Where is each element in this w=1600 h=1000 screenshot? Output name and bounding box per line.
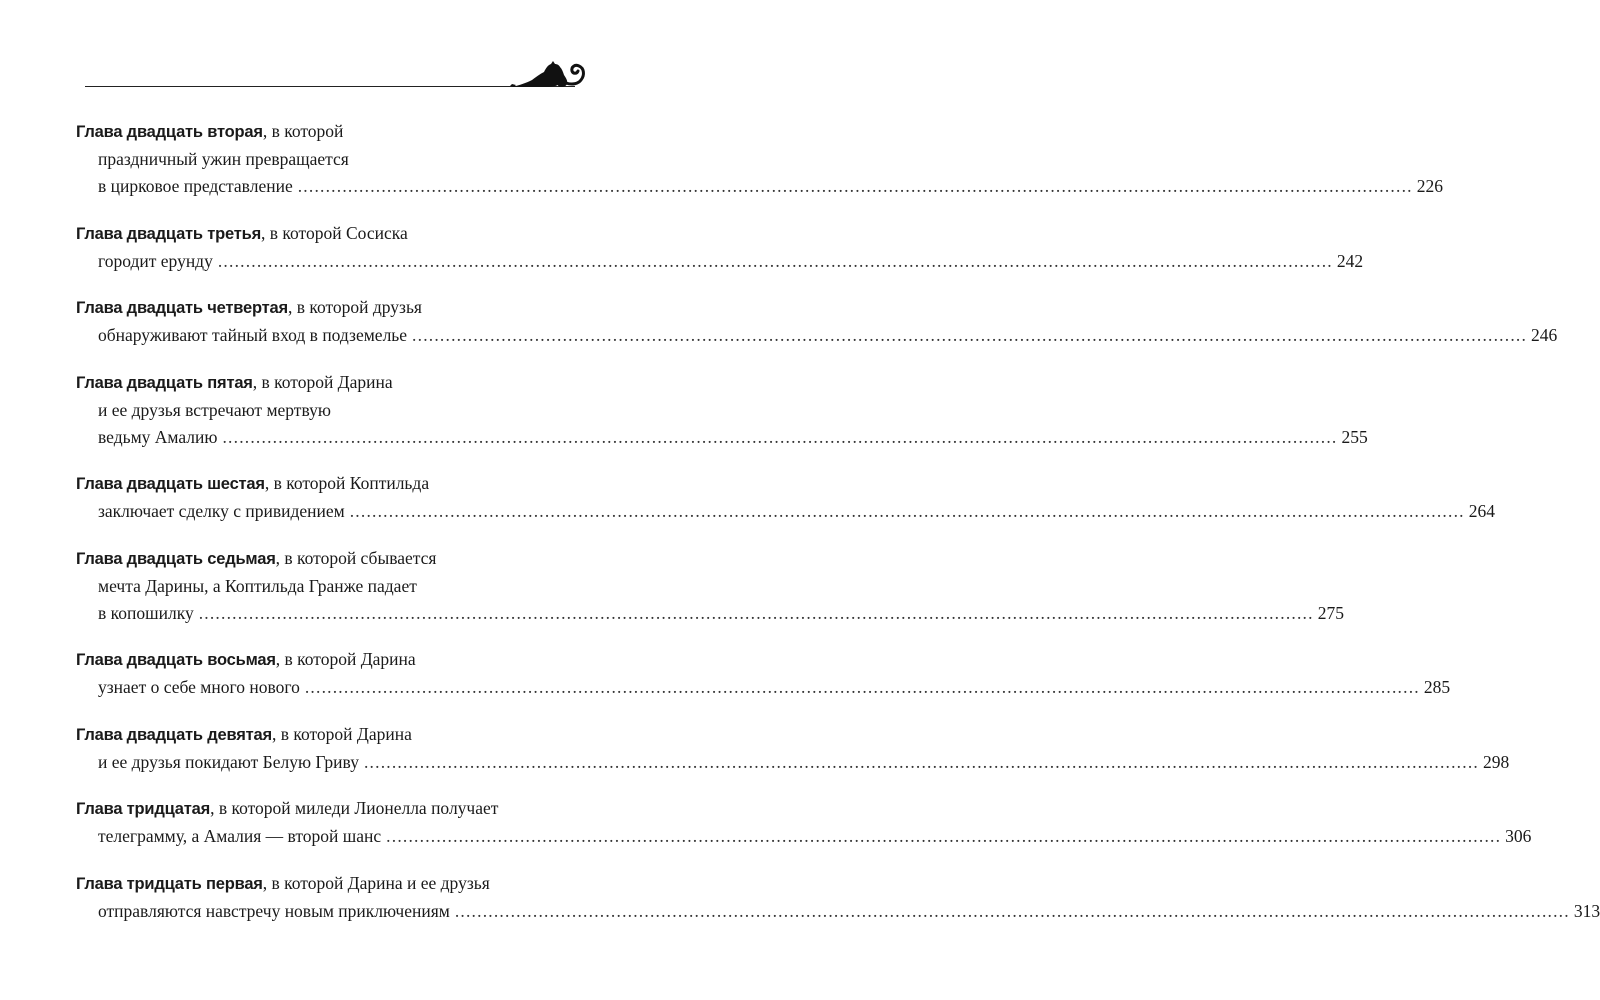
toc-entry[interactable]: [76, 795, 1532, 850]
chapter-subtitle-last-line: [76, 498, 1495, 525]
chapter-title: Глава двадцать четвертая: [76, 299, 288, 317]
toc-entry[interactable]: [76, 545, 1344, 627]
chapter-subtitle-end: узнает о себе много нового: [98, 677, 300, 697]
chapter-subtitle-start: , в которой миледи Лионелла получает: [210, 798, 499, 818]
chapter-title: Глава двадцать пятая: [76, 373, 253, 392]
toc-entry[interactable]: [76, 294, 1558, 349]
table-of-contents: [76, 118, 1600, 944]
chapter-subtitle-end: заключает сделку с привидением: [98, 501, 345, 521]
toc-entry[interactable]: [76, 470, 1495, 525]
page-number: 255: [1341, 426, 1368, 447]
chapter-subtitle-end: в копошилку: [98, 602, 194, 623]
chapter-subtitle-start: , в которой Коптильда: [264, 473, 430, 493]
chapter-title: Глава двадцать третья: [76, 224, 262, 243]
chapter-subtitle-start: , в которой друзья: [287, 297, 422, 317]
toc-entry-heading-line: [76, 118, 546, 146]
chapter-subtitle-end: городит ерунду: [98, 250, 213, 271]
dot-leader: ........................................................................................................................................................................................................: [217, 250, 1333, 271]
dot-leader: ........................................................................................................................................................................................................: [349, 501, 1465, 521]
chapter-title: Глава двадцать шестая: [76, 475, 265, 493]
toc-entry[interactable]: [76, 646, 1451, 701]
chapter-subtitle-end: обнаруживают тайный вход в подземелье: [98, 325, 408, 345]
toc-entry[interactable]: [76, 369, 1368, 451]
dot-leader: ........................................................................................................................................................................................................: [412, 325, 1528, 345]
toc-entry-heading-line: [76, 870, 546, 898]
chapter-subtitle-start: , в которой Сосиска: [261, 222, 408, 243]
chapter-subtitle-last-line: [76, 248, 1364, 275]
dot-leader: ........................................................................................................................................................................................................: [454, 900, 1570, 921]
chapter-subtitle-end: и ее друзья покидают Белую Гриву: [98, 751, 359, 772]
dot-leader: ........................................................................................................................................................................................................: [297, 176, 1413, 196]
toc-entry-heading-line: [76, 220, 546, 248]
dot-leader: ........................................................................................................................................................................................................: [363, 751, 1479, 772]
chapter-subtitle-line: мечта Дарины, а Коптильда Гранже падает: [98, 575, 417, 596]
toc-entry-heading-line: [76, 721, 546, 749]
dot-leader: ........................................................................................................................................................................................................: [222, 426, 1338, 447]
chapter-subtitle-end: ведьму Амалию: [98, 426, 218, 447]
page-number: 226: [1416, 176, 1443, 196]
dot-leader: ........................................................................................................................................................................................................: [198, 602, 1314, 623]
page-number: 275: [1317, 602, 1344, 623]
chapter-subtitle-last-line: [76, 823, 1532, 850]
chapter-subtitle-end: отправляются навстречу новым приключениям: [98, 900, 450, 921]
chapter-subtitle-last-line: [76, 600, 1344, 627]
page-number: 298: [1482, 751, 1510, 772]
chapter-subtitle-end: телеграмму, а Амалия — второй шанс: [98, 826, 382, 846]
chapter-title: Глава двадцать девятая: [76, 725, 272, 744]
toc-entry[interactable]: [76, 220, 1364, 275]
dot-leader: ........................................................................................................................................................................................................: [386, 826, 1502, 846]
chapter-subtitle-line: и ее друзья встречают мертвую: [98, 399, 331, 420]
header-rule: [85, 86, 575, 87]
page-number: 313: [1573, 900, 1600, 921]
chapter-subtitle-start: , в которой Дарина: [252, 371, 393, 392]
chapter-subtitle-start: , в которой Дарина: [275, 649, 416, 669]
cat-icon: [506, 56, 592, 92]
chapter-subtitle-last-line: [76, 898, 1600, 925]
chapter-subtitle-end: в цирковое представление: [98, 176, 293, 196]
chapter-subtitle-last-line: [76, 173, 1443, 200]
chapter-title: Глава тридцать первая: [76, 874, 263, 893]
page-number: 285: [1423, 677, 1451, 697]
page-number: 242: [1336, 250, 1364, 271]
chapter-subtitle-start: , в которой Дарина и ее друзья: [262, 872, 490, 893]
toc-entry[interactable]: [76, 870, 1600, 925]
chapter-title: Глава двадцать седьмая: [76, 549, 276, 568]
chapter-title: Глава двадцать вторая: [76, 123, 263, 141]
chapter-title: Глава тридцатая: [76, 800, 211, 818]
dot-leader: ........................................................................................................................................................................................................: [304, 677, 1420, 697]
chapter-subtitle-last-line: [76, 674, 1451, 701]
toc-entry-heading-line: [76, 795, 546, 823]
chapter-title: Глава двадцать восьмая: [76, 651, 276, 669]
toc-entry[interactable]: [76, 118, 1443, 200]
toc-entry-heading-line: [76, 545, 546, 573]
toc-entry[interactable]: [76, 721, 1510, 776]
toc-entry-heading-line: [76, 369, 546, 397]
chapter-subtitle-last-line: [76, 322, 1558, 349]
chapter-subtitle-last-line: [76, 749, 1510, 776]
page-number: 306: [1505, 826, 1532, 846]
page-number: 264: [1468, 501, 1495, 521]
chapter-subtitle-start: , в которой: [262, 121, 344, 141]
chapter-subtitle-line: праздничный ужин превращается: [98, 149, 349, 169]
chapter-subtitle-start: , в которой сбывается: [275, 547, 437, 568]
chapter-subtitle-last-line: [76, 424, 1368, 451]
chapter-subtitle-start: , в которой Дарина: [271, 723, 412, 744]
toc-entry-heading-line: [76, 294, 546, 322]
toc-entry-heading-line: [76, 646, 546, 674]
page-number: 246: [1531, 325, 1558, 345]
toc-entry-heading-line: [76, 470, 546, 498]
